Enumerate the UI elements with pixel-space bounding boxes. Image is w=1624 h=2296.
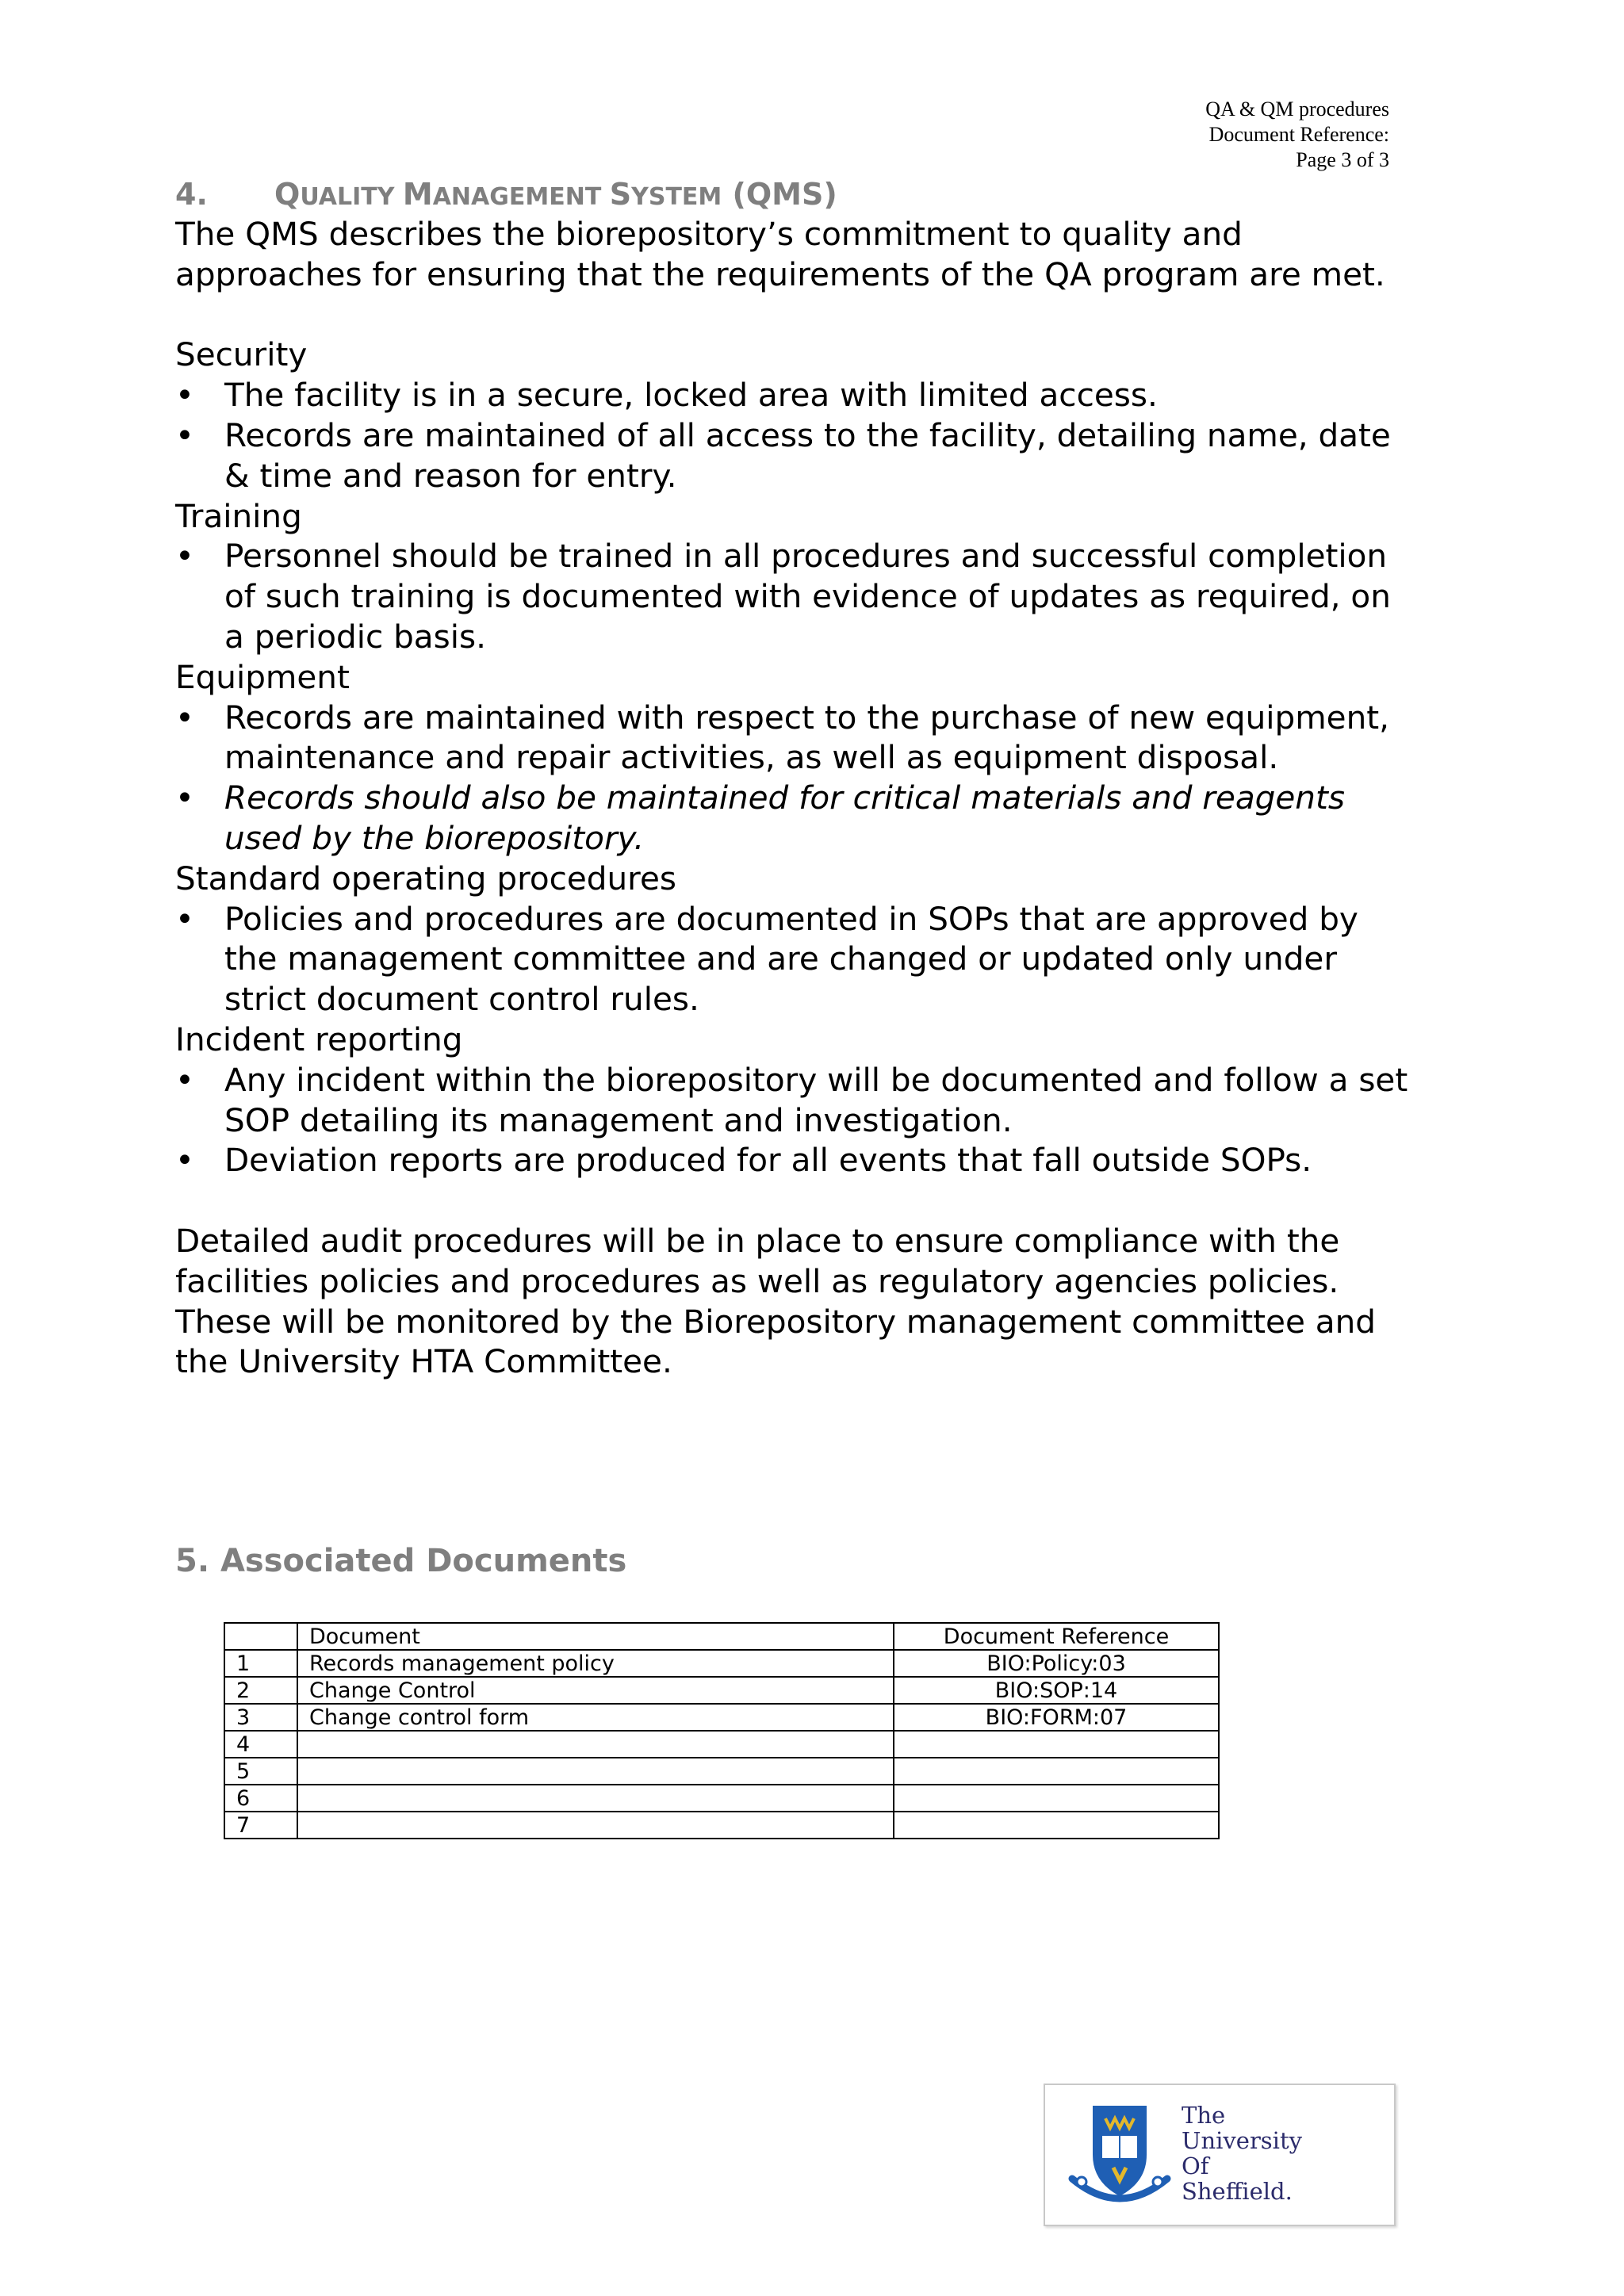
group-heading-security: Security xyxy=(175,335,308,374)
table-header-cell: Document xyxy=(297,1623,894,1650)
logo-text-line: Of xyxy=(1182,2152,1209,2179)
bullet-list-sops xyxy=(175,899,1412,1020)
table-header-cell xyxy=(224,1623,297,1650)
list-item: • Deviation reports are produced for all events that fall outside SOPs. xyxy=(175,1140,1412,1181)
associated-documents-table xyxy=(224,1622,1220,1839)
section-4-intro: The QMS describes the biorepository’s commitment to quality and approaches for ensuring that the requirements of the QA program are met. xyxy=(175,215,1385,293)
heading-letter: M xyxy=(402,177,433,212)
heading-letter: Q xyxy=(274,177,301,212)
table-cell xyxy=(297,1812,894,1839)
list-item: • The facility is in a secure, locked area with limited access. xyxy=(175,375,1412,415)
table-cell: BIO:FORM:07 xyxy=(894,1704,1219,1731)
bullet-list-equipment xyxy=(175,698,1412,859)
logo-text-line: University xyxy=(1182,2127,1302,2154)
list-item: • Records are maintained of all access to the facility, detailing name, date & time and reason for entry. xyxy=(175,415,1412,496)
section-4-heading xyxy=(175,176,837,216)
table-cell: BIO:Policy:03 xyxy=(894,1650,1219,1677)
section-4-closing: Detailed audit procedures will be in place to ensure compliance with the facilities policies and procedures as well as regulatory agencies policies. These will be monitored by the Biorepository management committee and the University HTA Committee. xyxy=(175,1221,1376,1381)
heading-smallcaps: YSTEM xyxy=(631,183,722,211)
bullet-list-security xyxy=(175,375,1412,496)
logo-text-line: Sheffield. xyxy=(1182,2178,1293,2205)
table-cell xyxy=(894,1731,1219,1758)
table-cell: 6 xyxy=(224,1785,297,1812)
table-cell: Records management policy xyxy=(297,1650,894,1677)
section-5-heading: 5. Associated Documents xyxy=(175,1543,627,1579)
heading-smallcaps: UALITY xyxy=(300,183,403,211)
logo-wordmark xyxy=(1182,2103,1302,2204)
spacer xyxy=(175,1181,1412,1221)
table-cell: 5 xyxy=(224,1758,297,1785)
table-cell: BIO:SOP:14 xyxy=(894,1677,1219,1704)
table-cell xyxy=(297,1758,894,1785)
group-heading-training: Training xyxy=(175,496,302,535)
table-cell: 7 xyxy=(224,1812,297,1839)
section-4-number: 4. xyxy=(175,177,208,212)
table-cell xyxy=(894,1758,1219,1785)
heading-smallcaps: ANAGEMENT xyxy=(432,183,610,211)
list-item: • Records should also be maintained for critical materials and reagents used by the biorepository. xyxy=(175,778,1412,859)
list-item: • Records are maintained with respect to the purchase of new equipment, maintenance and repair activities, as well as equipment disposal. xyxy=(175,698,1412,779)
heading-abbreviation: (QMS) xyxy=(722,177,837,212)
table-row xyxy=(224,1677,1219,1704)
table-cell xyxy=(297,1785,894,1812)
table-header-cell: Document Reference xyxy=(894,1623,1219,1650)
university-crest-icon xyxy=(1066,2099,1174,2210)
header-title: QA & QM procedures xyxy=(1205,98,1389,121)
page-header xyxy=(1205,97,1389,173)
section-4-body xyxy=(175,214,1412,1382)
table-cell: 2 xyxy=(224,1677,297,1704)
group-heading-sops: Standard operating procedures xyxy=(175,859,676,897)
header-document-reference: Document Reference: xyxy=(1208,123,1389,146)
table-row xyxy=(224,1650,1219,1677)
bullet-list-incident-reporting xyxy=(175,1060,1412,1181)
spacer xyxy=(175,295,1412,335)
table-cell: Change control form xyxy=(297,1704,894,1731)
table-cell: 1 xyxy=(224,1650,297,1677)
list-item: • Any incident within the biorepository will be documented and follow a set SOP detailing its management and investigation. xyxy=(175,1060,1412,1141)
group-heading-incident-reporting: Incident reporting xyxy=(175,1020,463,1058)
table-cell: Change Control xyxy=(297,1677,894,1704)
table-cell: 3 xyxy=(224,1704,297,1731)
table-cell xyxy=(297,1731,894,1758)
table-row xyxy=(224,1731,1219,1758)
heading-letter: S xyxy=(609,177,632,212)
table-row xyxy=(224,1785,1219,1812)
table-row xyxy=(224,1704,1219,1731)
group-heading-equipment: Equipment xyxy=(175,657,350,696)
logo-text-line: The xyxy=(1182,2102,1226,2129)
table-header-row xyxy=(224,1623,1219,1650)
table-cell: 4 xyxy=(224,1731,297,1758)
table-row xyxy=(224,1758,1219,1785)
table-cell xyxy=(894,1785,1219,1812)
header-page-number: Page 3 of 3 xyxy=(1296,148,1389,171)
table-cell xyxy=(894,1812,1219,1839)
table-row xyxy=(224,1812,1219,1839)
list-item: • Personnel should be trained in all procedures and successful completion of such training is documented with evidence of updates as required, on a periodic basis. xyxy=(175,536,1412,656)
university-logo xyxy=(1044,2084,1396,2226)
bullet-list-training xyxy=(175,536,1412,656)
list-item: • Policies and procedures are documented in SOPs that are approved by the management committee and are changed or updated only under strict document control rules. xyxy=(175,899,1412,1020)
